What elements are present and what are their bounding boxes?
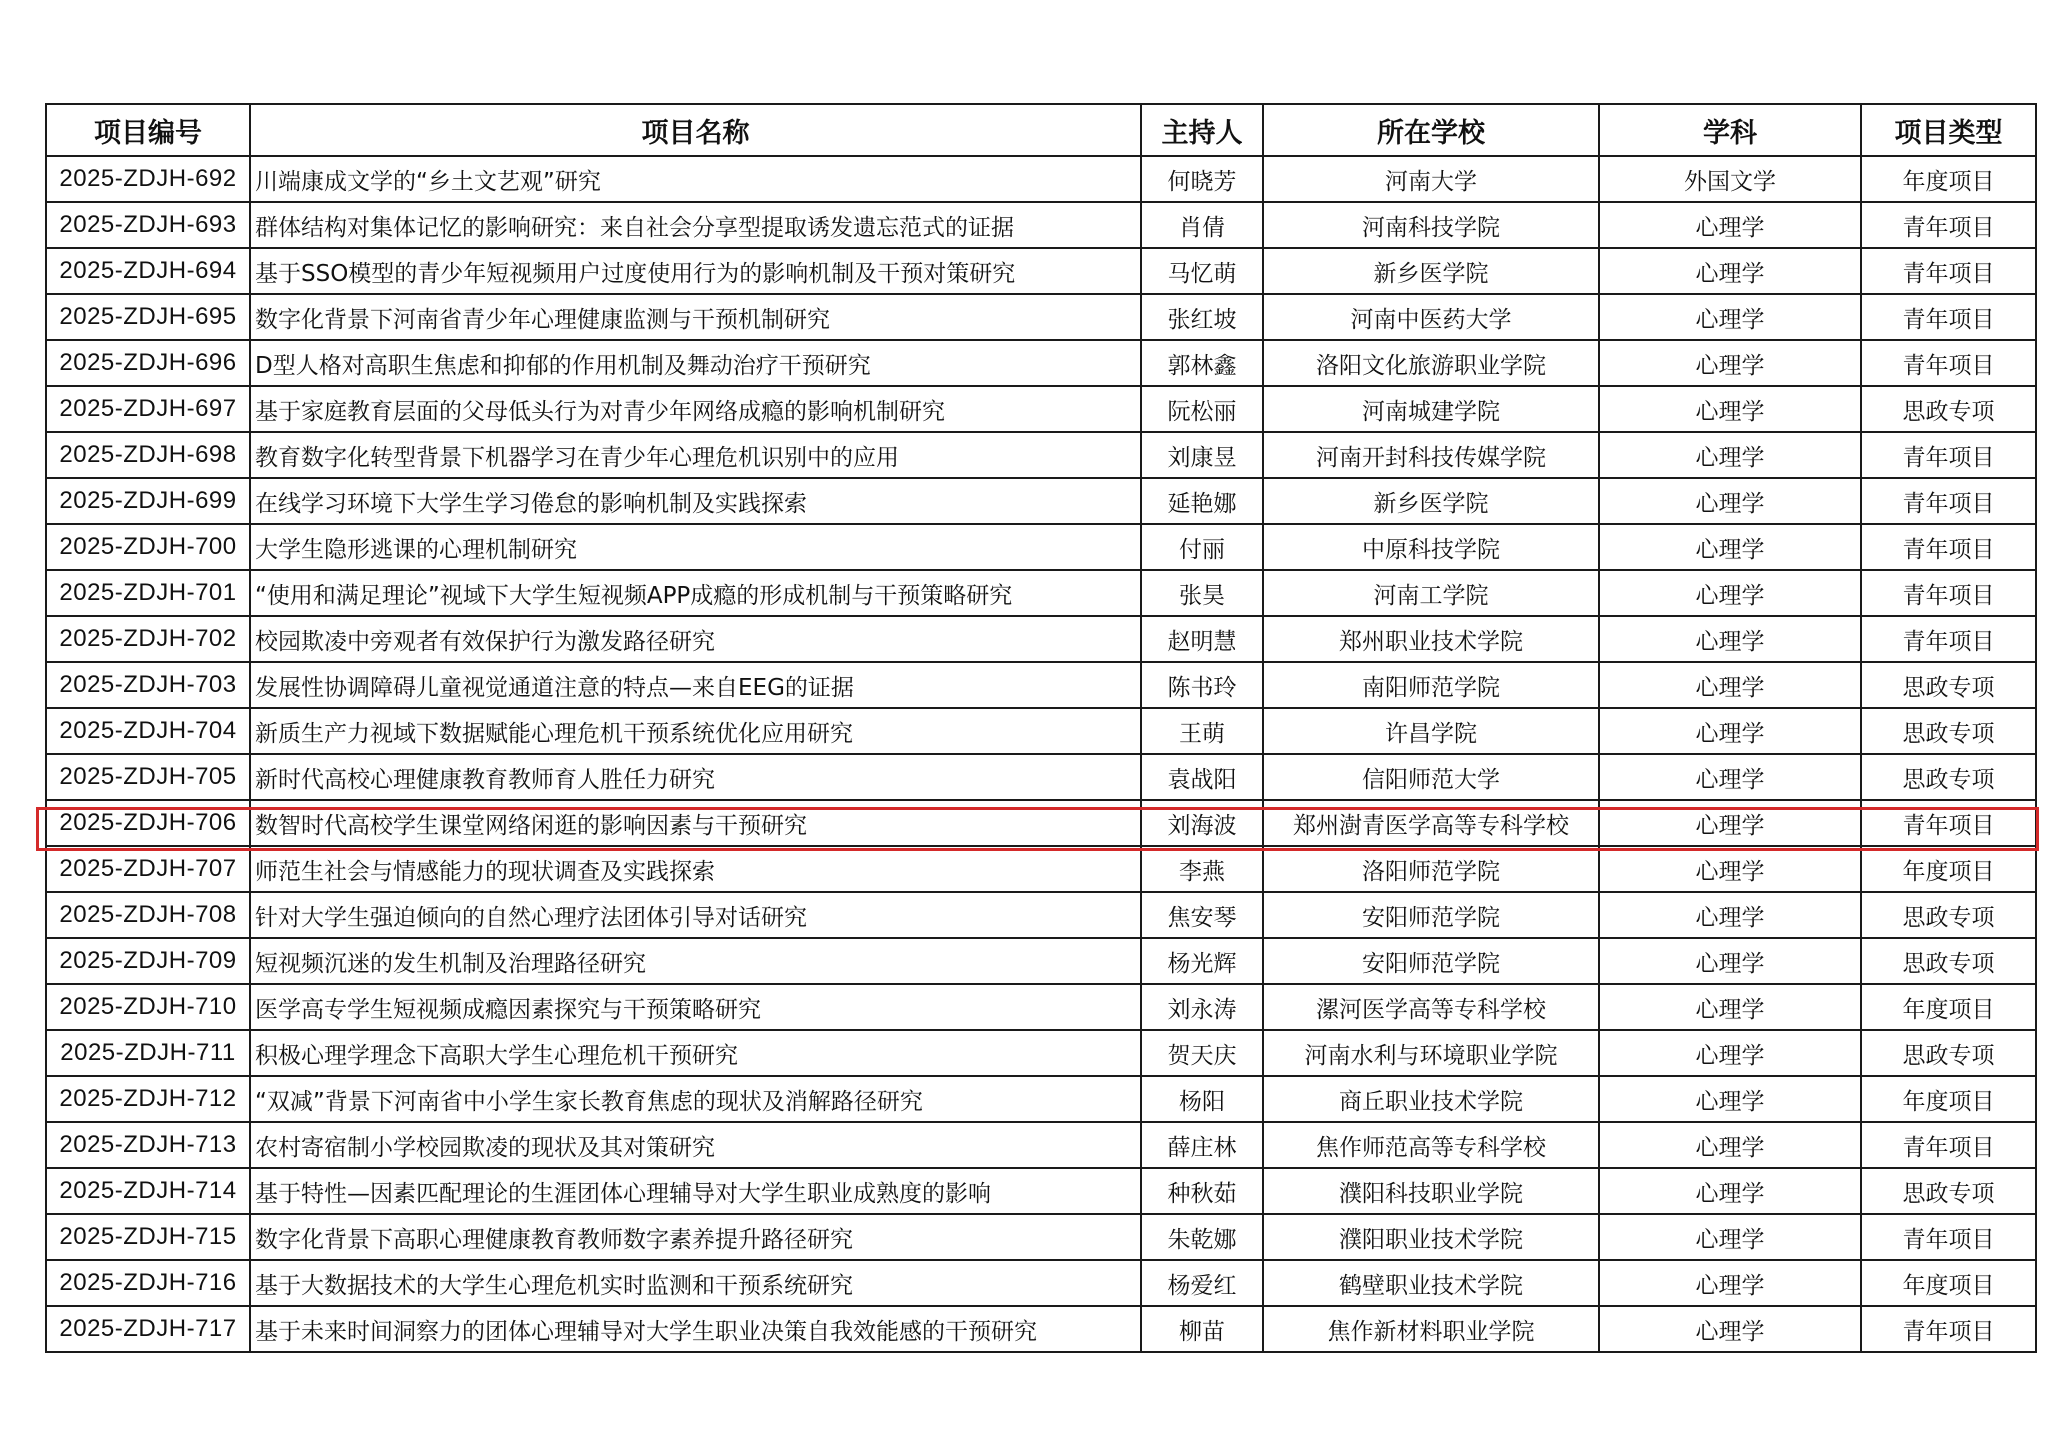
cell-school: 新乡医学院 — [1263, 478, 1599, 524]
header-school: 所在学校 — [1263, 104, 1599, 156]
cell-type: 青年项目 — [1861, 202, 2036, 248]
cell-code: 2025-ZDJH-714 — [46, 1168, 250, 1214]
cell-host: 朱乾娜 — [1141, 1214, 1263, 1260]
cell-host: 薛庄林 — [1141, 1122, 1263, 1168]
cell-subject: 心理学 — [1599, 800, 1861, 846]
cell-code: 2025-ZDJH-715 — [46, 1214, 250, 1260]
table-row — [46, 1306, 2036, 1352]
table-row — [46, 340, 2036, 386]
cell-code: 2025-ZDJH-711 — [46, 1030, 250, 1076]
table-row — [46, 156, 2036, 202]
cell-type: 青年项目 — [1861, 616, 2036, 662]
cell-subject: 心理学 — [1599, 1030, 1861, 1076]
cell-school: 郑州职业技术学院 — [1263, 616, 1599, 662]
cell-subject: 心理学 — [1599, 386, 1861, 432]
cell-host: 马忆萌 — [1141, 248, 1263, 294]
cell-project-name: 基于未来时间洞察力的团体心理辅导对大学生职业决策自我效能感的干预研究 — [250, 1306, 1141, 1352]
cell-type: 青年项目 — [1861, 294, 2036, 340]
cell-type: 思政专项 — [1861, 1030, 2036, 1076]
cell-subject: 心理学 — [1599, 892, 1861, 938]
cell-school: 河南工学院 — [1263, 570, 1599, 616]
cell-type: 青年项目 — [1861, 570, 2036, 616]
table-row — [46, 846, 2036, 892]
cell-host: 刘康昱 — [1141, 432, 1263, 478]
cell-type: 青年项目 — [1861, 1306, 2036, 1352]
cell-code: 2025-ZDJH-708 — [46, 892, 250, 938]
cell-subject: 心理学 — [1599, 1076, 1861, 1122]
cell-project-name: 教育数字化转型背景下机器学习在青少年心理危机识别中的应用 — [250, 432, 1141, 478]
table-row — [46, 662, 2036, 708]
cell-code: 2025-ZDJH-698 — [46, 432, 250, 478]
cell-code: 2025-ZDJH-700 — [46, 524, 250, 570]
cell-project-name: 针对大学生强迫倾向的自然心理疗法团体引导对话研究 — [250, 892, 1141, 938]
cell-project-name: 数智时代高校学生课堂网络闲逛的影响因素与干预研究 — [250, 800, 1141, 846]
cell-school: 濮阳科技职业学院 — [1263, 1168, 1599, 1214]
cell-host: 张昊 — [1141, 570, 1263, 616]
cell-project-name: 数字化背景下河南省青少年心理健康监测与干预机制研究 — [250, 294, 1141, 340]
cell-subject: 心理学 — [1599, 524, 1861, 570]
cell-type: 思政专项 — [1861, 662, 2036, 708]
cell-type: 年度项目 — [1861, 156, 2036, 202]
cell-school: 商丘职业技术学院 — [1263, 1076, 1599, 1122]
cell-type: 青年项目 — [1861, 432, 2036, 478]
table-row — [46, 1122, 2036, 1168]
cell-school: 焦作新材料职业学院 — [1263, 1306, 1599, 1352]
cell-type: 青年项目 — [1861, 340, 2036, 386]
table-row — [46, 1076, 2036, 1122]
cell-host: 张红坡 — [1141, 294, 1263, 340]
cell-project-name: 短视频沉迷的发生机制及治理路径研究 — [250, 938, 1141, 984]
header-host: 主持人 — [1141, 104, 1263, 156]
cell-subject: 心理学 — [1599, 570, 1861, 616]
project-table — [45, 103, 2037, 1353]
cell-school: 洛阳文化旅游职业学院 — [1263, 340, 1599, 386]
table-row — [46, 294, 2036, 340]
cell-school: 信阳师范大学 — [1263, 754, 1599, 800]
header-name: 项目名称 — [250, 104, 1141, 156]
cell-host: 杨光辉 — [1141, 938, 1263, 984]
cell-project-name: 校园欺凌中旁观者有效保护行为激发路径研究 — [250, 616, 1141, 662]
cell-host: 焦安琴 — [1141, 892, 1263, 938]
cell-code: 2025-ZDJH-706 — [46, 800, 250, 846]
cell-host: 袁战阳 — [1141, 754, 1263, 800]
cell-subject: 心理学 — [1599, 708, 1861, 754]
table-row — [46, 754, 2036, 800]
table-row — [46, 708, 2036, 754]
cell-school: 河南中医药大学 — [1263, 294, 1599, 340]
cell-host: 阮松丽 — [1141, 386, 1263, 432]
cell-school: 鹤壁职业技术学院 — [1263, 1260, 1599, 1306]
cell-school: 河南水利与环境职业学院 — [1263, 1030, 1599, 1076]
cell-type: 年度项目 — [1861, 1076, 2036, 1122]
cell-project-name: D型人格对高职生焦虑和抑郁的作用机制及舞动治疗干预研究 — [250, 340, 1141, 386]
cell-code: 2025-ZDJH-712 — [46, 1076, 250, 1122]
cell-project-name: “使用和满足理论”视域下大学生短视频APP成瘾的形成机制与干预策略研究 — [250, 570, 1141, 616]
cell-host: 赵明慧 — [1141, 616, 1263, 662]
cell-code: 2025-ZDJH-716 — [46, 1260, 250, 1306]
cell-subject: 心理学 — [1599, 846, 1861, 892]
cell-project-name: 川端康成文学的“乡土文艺观”研究 — [250, 156, 1141, 202]
cell-school: 焦作师范高等专科学校 — [1263, 1122, 1599, 1168]
cell-project-name: 新质生产力视域下数据赋能心理危机干预系统优化应用研究 — [250, 708, 1141, 754]
cell-type: 青年项目 — [1861, 478, 2036, 524]
cell-host: 杨爱红 — [1141, 1260, 1263, 1306]
cell-subject: 心理学 — [1599, 432, 1861, 478]
table-row — [46, 386, 2036, 432]
cell-school: 漯河医学高等专科学校 — [1263, 984, 1599, 1030]
cell-school: 河南大学 — [1263, 156, 1599, 202]
table-row — [46, 800, 2036, 846]
cell-school: 河南开封科技传媒学院 — [1263, 432, 1599, 478]
cell-project-name: 基于大数据技术的大学生心理危机实时监测和干预系统研究 — [250, 1260, 1141, 1306]
cell-code: 2025-ZDJH-707 — [46, 846, 250, 892]
cell-code: 2025-ZDJH-717 — [46, 1306, 250, 1352]
cell-project-name: 发展性协调障碍儿童视觉通道注意的特点—来自EEG的证据 — [250, 662, 1141, 708]
cell-project-name: 群体结构对集体记忆的影响研究：来自社会分享型提取诱发遗忘范式的证据 — [250, 202, 1141, 248]
cell-host: 何晓芳 — [1141, 156, 1263, 202]
cell-subject: 心理学 — [1599, 248, 1861, 294]
cell-code: 2025-ZDJH-710 — [46, 984, 250, 1030]
cell-project-name: 大学生隐形逃课的心理机制研究 — [250, 524, 1141, 570]
cell-project-name: 新时代高校心理健康教育教师育人胜任力研究 — [250, 754, 1141, 800]
cell-type: 年度项目 — [1861, 846, 2036, 892]
cell-school: 洛阳师范学院 — [1263, 846, 1599, 892]
cell-subject: 心理学 — [1599, 662, 1861, 708]
cell-host: 贺天庆 — [1141, 1030, 1263, 1076]
cell-subject: 心理学 — [1599, 1306, 1861, 1352]
table-row — [46, 1260, 2036, 1306]
cell-project-name: 在线学习环境下大学生学习倦怠的影响机制及实践探索 — [250, 478, 1141, 524]
cell-code: 2025-ZDJH-699 — [46, 478, 250, 524]
cell-subject: 心理学 — [1599, 1168, 1861, 1214]
cell-school: 河南科技学院 — [1263, 202, 1599, 248]
cell-subject: 心理学 — [1599, 202, 1861, 248]
header-code: 项目编号 — [46, 104, 250, 156]
table-body — [46, 156, 2036, 1352]
cell-school: 许昌学院 — [1263, 708, 1599, 754]
cell-school: 河南城建学院 — [1263, 386, 1599, 432]
cell-type: 青年项目 — [1861, 248, 2036, 294]
cell-host: 肖倩 — [1141, 202, 1263, 248]
cell-code: 2025-ZDJH-694 — [46, 248, 250, 294]
cell-code: 2025-ZDJH-702 — [46, 616, 250, 662]
cell-host: 延艳娜 — [1141, 478, 1263, 524]
cell-school: 郑州澍青医学高等专科学校 — [1263, 800, 1599, 846]
table-row — [46, 616, 2036, 662]
cell-type: 思政专项 — [1861, 938, 2036, 984]
cell-subject: 心理学 — [1599, 294, 1861, 340]
cell-host: 王萌 — [1141, 708, 1263, 754]
cell-school: 新乡医学院 — [1263, 248, 1599, 294]
cell-type: 青年项目 — [1861, 1122, 2036, 1168]
cell-project-name: 基于特性—因素匹配理论的生涯团体心理辅导对大学生职业成熟度的影响 — [250, 1168, 1141, 1214]
table-row — [46, 202, 2036, 248]
cell-type: 思政专项 — [1861, 386, 2036, 432]
cell-project-name: 基于SSO模型的青少年短视频用户过度使用行为的影响机制及干预对策研究 — [250, 248, 1141, 294]
cell-type: 年度项目 — [1861, 984, 2036, 1030]
cell-type: 青年项目 — [1861, 1214, 2036, 1260]
cell-project-name: 数字化背景下高职心理健康教育教师数字素养提升路径研究 — [250, 1214, 1141, 1260]
cell-project-name: 农村寄宿制小学校园欺凌的现状及其对策研究 — [250, 1122, 1141, 1168]
cell-subject: 心理学 — [1599, 938, 1861, 984]
cell-type: 青年项目 — [1861, 800, 2036, 846]
cell-host: 刘海波 — [1141, 800, 1263, 846]
cell-subject: 心理学 — [1599, 616, 1861, 662]
table-row — [46, 432, 2036, 478]
cell-code: 2025-ZDJH-713 — [46, 1122, 250, 1168]
header-row — [46, 104, 2036, 156]
cell-school: 安阳师范学院 — [1263, 938, 1599, 984]
cell-school: 濮阳职业技术学院 — [1263, 1214, 1599, 1260]
cell-host: 付丽 — [1141, 524, 1263, 570]
cell-code: 2025-ZDJH-709 — [46, 938, 250, 984]
cell-subject: 心理学 — [1599, 1214, 1861, 1260]
table-row — [46, 1214, 2036, 1260]
cell-school: 南阳师范学院 — [1263, 662, 1599, 708]
cell-code: 2025-ZDJH-696 — [46, 340, 250, 386]
cell-code: 2025-ZDJH-701 — [46, 570, 250, 616]
table-row — [46, 984, 2036, 1030]
cell-project-name: 医学高专学生短视频成瘾因素探究与干预策略研究 — [250, 984, 1141, 1030]
header-type: 项目类型 — [1861, 104, 2036, 156]
table-row — [46, 1168, 2036, 1214]
cell-type: 青年项目 — [1861, 524, 2036, 570]
cell-subject: 心理学 — [1599, 1122, 1861, 1168]
cell-school: 中原科技学院 — [1263, 524, 1599, 570]
cell-code: 2025-ZDJH-692 — [46, 156, 250, 202]
cell-subject: 心理学 — [1599, 340, 1861, 386]
table-row — [46, 892, 2036, 938]
cell-subject: 心理学 — [1599, 984, 1861, 1030]
cell-project-name: 基于家庭教育层面的父母低头行为对青少年网络成瘾的影响机制研究 — [250, 386, 1141, 432]
cell-project-name: “双减”背景下河南省中小学生家长教育焦虑的现状及消解路径研究 — [250, 1076, 1141, 1122]
table-row — [46, 248, 2036, 294]
cell-host: 刘永涛 — [1141, 984, 1263, 1030]
cell-host: 杨阳 — [1141, 1076, 1263, 1122]
cell-host: 柳苗 — [1141, 1306, 1263, 1352]
cell-code: 2025-ZDJH-693 — [46, 202, 250, 248]
cell-host: 李燕 — [1141, 846, 1263, 892]
table-row — [46, 524, 2036, 570]
cell-host: 种秋茹 — [1141, 1168, 1263, 1214]
cell-subject: 外国文学 — [1599, 156, 1861, 202]
table-row — [46, 1030, 2036, 1076]
cell-code: 2025-ZDJH-697 — [46, 386, 250, 432]
cell-school: 安阳师范学院 — [1263, 892, 1599, 938]
cell-type: 思政专项 — [1861, 708, 2036, 754]
cell-project-name: 积极心理学理念下高职大学生心理危机干预研究 — [250, 1030, 1141, 1076]
table-row — [46, 478, 2036, 524]
cell-host: 郭林鑫 — [1141, 340, 1263, 386]
table-row — [46, 570, 2036, 616]
cell-type: 思政专项 — [1861, 1168, 2036, 1214]
cell-project-name: 师范生社会与情感能力的现状调查及实践探索 — [250, 846, 1141, 892]
cell-code: 2025-ZDJH-703 — [46, 662, 250, 708]
cell-subject: 心理学 — [1599, 754, 1861, 800]
cell-subject: 心理学 — [1599, 478, 1861, 524]
cell-type: 思政专项 — [1861, 754, 2036, 800]
cell-subject: 心理学 — [1599, 1260, 1861, 1306]
header-subject: 学科 — [1599, 104, 1861, 156]
cell-type: 年度项目 — [1861, 1260, 2036, 1306]
cell-host: 陈书玲 — [1141, 662, 1263, 708]
cell-code: 2025-ZDJH-705 — [46, 754, 250, 800]
cell-type: 思政专项 — [1861, 892, 2036, 938]
table-row — [46, 938, 2036, 984]
cell-code: 2025-ZDJH-695 — [46, 294, 250, 340]
cell-code: 2025-ZDJH-704 — [46, 708, 250, 754]
